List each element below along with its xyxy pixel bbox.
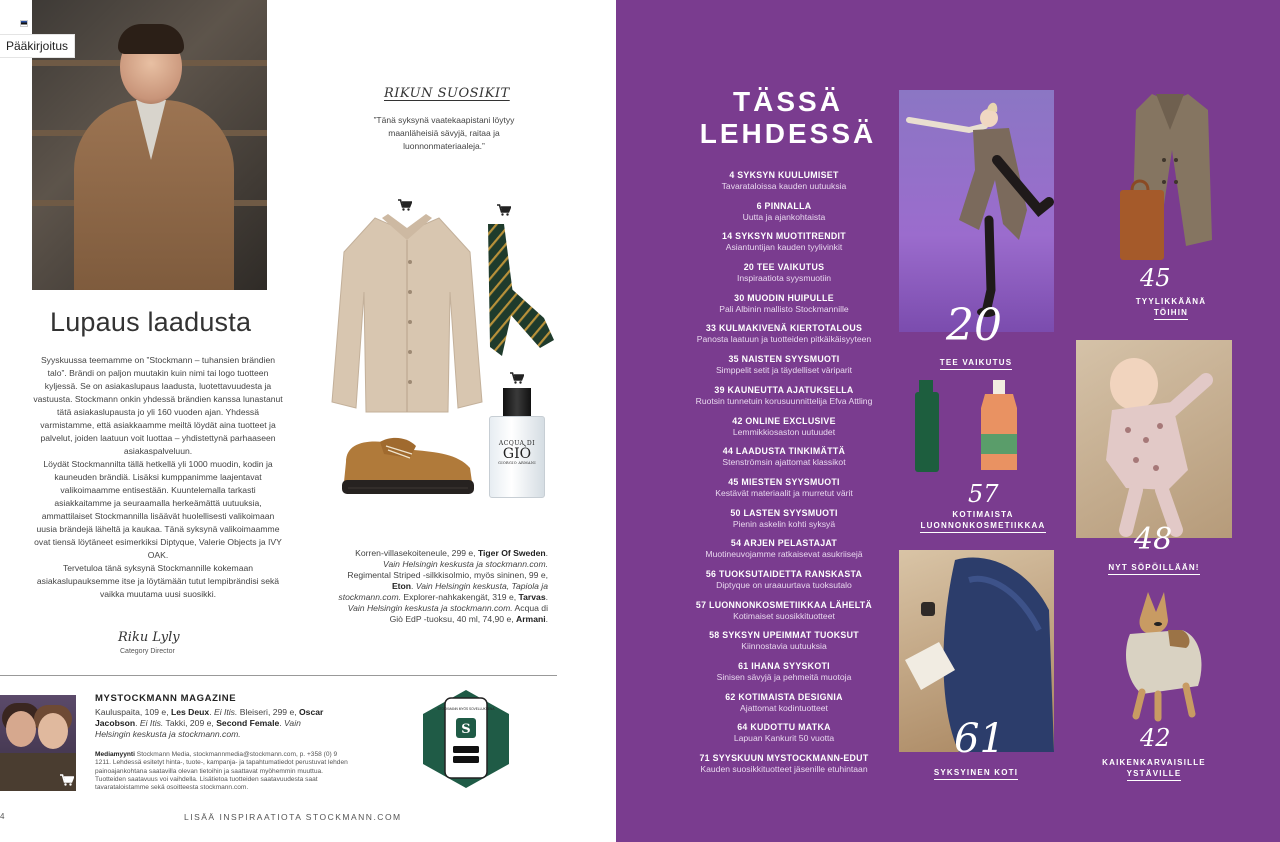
- tile-label: [916, 767, 1036, 778]
- toc-item-title: 50 LASTEN SYYSMUOTI: [730, 507, 838, 518]
- toc-item-description: Sinisen sävyjä ja pehmeitä muotoja: [716, 672, 852, 682]
- editorial-title: Lupaus laadusta: [50, 307, 252, 337]
- svg-text:S: S: [461, 722, 471, 737]
- signature: Riku Lyly: [118, 630, 180, 645]
- brand-name: Les Deux: [170, 707, 210, 717]
- toc-item-title: 62 KOTIMAISTA DESIGNIA: [725, 691, 843, 702]
- toc-item[interactable]: [672, 416, 896, 447]
- availability-note: Ei Itis.: [139, 718, 164, 728]
- tile-number: 45: [1140, 264, 1171, 292]
- toc-item-description: Stenströmsin ajattomat klassikot: [722, 457, 846, 468]
- toc-item-title: 56 TUOKSUTAIDETTA RANSKASTA: [705, 568, 863, 579]
- page-number: 4: [0, 812, 5, 821]
- toc-item-title: 20 TEE VAIKUTUS: [743, 262, 825, 273]
- tile-label-text: TÖIHIN: [1154, 308, 1188, 320]
- toc-item[interactable]: [672, 692, 896, 723]
- tile-label-text: LUONNONKOSMETIIKKAA: [920, 521, 1045, 533]
- tile-number: 57: [968, 480, 999, 508]
- toc-item-title: 71 SYYSKUUN MYSTOCKMANN-EDUT: [699, 753, 869, 764]
- toc-item-description: Asiantuntijan kauden tyylivinkit: [725, 242, 843, 253]
- toc-item-title: 35 NAISTEN SYYSMUOTI: [728, 354, 840, 365]
- brand-name: Second Female: [216, 718, 280, 728]
- footer-link[interactable]: LISÄÄ INSPIRAATIOTA STOCKMANN.COM: [184, 812, 402, 822]
- cart-icon[interactable]: [60, 774, 74, 786]
- media-sales-text: Stockmann Media, stockmannmedia@stockmann.com, p. +358 (0) 9 1211. Lehdessä esitetyt hinta-, tuote-, kampanja- ja tapahtumatiedot perustuvat lehden painoajankohtana saatavilla olevan tietoihin ja saattavat myöhemmin muuttua. Tuotteiden saatavuus voi vaihdella. Lisätietoa tuotteiden saatavuudesta saat tavarataloistamme sekä osoitteesta stockmann.com.: [95, 751, 348, 792]
- tile-label-text: SYKSYINEN KOTI: [934, 768, 1018, 780]
- toc-item-title: 14 SYKSYN MUOTITRENDIT: [722, 231, 846, 242]
- caption-text: .: [411, 581, 416, 591]
- toc-item-description: Simppelit setit ja täydelliset väriparit: [715, 365, 853, 376]
- caption-text: Korren-villasekoiteneule, 299 e,: [355, 548, 478, 558]
- toc-list: [672, 170, 896, 784]
- toc-item[interactable]: [672, 446, 896, 477]
- left-page: [0, 0, 616, 842]
- tile-label-text: YSTÄVILLE: [1127, 769, 1182, 781]
- tile-label-text: NYT SÖPÖILLÄÄN!: [1108, 563, 1199, 575]
- toc-item[interactable]: [672, 323, 896, 354]
- toc-item-description: Kiinnostavia uutuuksia: [741, 641, 827, 652]
- brand-name: Tiger Of Sweden: [477, 548, 546, 558]
- toc-item-description: Uutta ja ajankohtaista: [742, 211, 826, 222]
- toc-item-title: 58 SYKSYN UPEIMMAT TUOKSUT: [709, 630, 859, 641]
- caption-text: Acqua di Giò EdP -tuoksu, 40 ml, 74,90 e,: [389, 603, 548, 624]
- toc-item[interactable]: [672, 293, 896, 324]
- toc-title: [698, 86, 878, 150]
- toc-item[interactable]: [672, 201, 896, 232]
- toc-item-description: Ruotsin tunnetuin korusuunnittelija Efva Attling: [695, 395, 873, 406]
- tile-48-image[interactable]: [1076, 340, 1232, 538]
- toc-item[interactable]: [672, 538, 896, 569]
- toc-item-title: 54 ARJEN PELASTAJAT: [730, 538, 838, 549]
- tie-image[interactable]: [484, 222, 554, 357]
- toc-item-description: Lemmikkiosaston uutuudet: [732, 426, 836, 437]
- tile-label-text: TYYLIKKÄÄNÄ: [1135, 297, 1207, 306]
- toc-title-line: LEHDESSÄ: [699, 118, 877, 149]
- right-page: [616, 0, 1280, 842]
- toc-item[interactable]: [672, 385, 896, 416]
- toc-title-line: TÄSSÄ: [733, 86, 843, 117]
- availability-note: Vain Helsingin keskusta, Tapiola ja stockmann.com.: [338, 581, 548, 602]
- caption-text: .: [545, 548, 548, 558]
- caption-text: Regimental Striped -silkkisolmio, myös sininen, 99 e,: [347, 570, 548, 580]
- shoe-image[interactable]: [340, 432, 476, 498]
- nav-link-editorial[interactable]: Pääkirjoitus: [0, 34, 75, 58]
- perfume-image[interactable]: [489, 388, 545, 498]
- divider: [0, 675, 557, 676]
- toc-item[interactable]: [672, 477, 896, 508]
- toc-item-title: 6 PINNALLA: [756, 200, 812, 211]
- caption-text: .: [135, 718, 140, 728]
- app-badge-text: STOCKMANN MYÖS SOVELLUKSENA: [437, 707, 495, 711]
- toc-item-title: 30 MUODIN HUIPULLE: [734, 292, 834, 303]
- cart-icon[interactable]: [497, 204, 511, 216]
- caption-text: Kauluspaita, 109 e,: [95, 707, 171, 717]
- tile-57-image[interactable]: [913, 378, 1043, 478]
- tile-label-text: TEE VAIKUTUS: [940, 358, 1012, 370]
- brand-name: Eton: [391, 581, 412, 591]
- availability-note: Vain Helsingin keskusta ja stockmann.com.: [383, 559, 548, 569]
- tile-label: [1094, 562, 1214, 573]
- app-download-badge[interactable]: [421, 688, 511, 790]
- cart-icon[interactable]: [398, 199, 412, 211]
- toc-item-description: Kotimaiset suosikkituotteet: [733, 610, 835, 621]
- toc-item-description: Pali Albinin mallisto Stockmannille: [719, 303, 849, 314]
- editorial-body: [33, 354, 283, 601]
- toc-item[interactable]: [672, 569, 896, 600]
- toc-item-description: Inspiraatiota syysmuotiin: [736, 273, 832, 284]
- caption-text: .: [279, 718, 285, 728]
- availability-note: Vain Helsingin keskusta ja stockmann.com.: [347, 603, 513, 613]
- tile-label: [913, 509, 1053, 531]
- brand-name: Armani: [516, 614, 546, 624]
- magazine-credits: [95, 707, 325, 740]
- language-flag-icon[interactable]: [20, 20, 28, 27]
- tile-label-text: KOTIMAISTA: [952, 510, 1014, 519]
- availability-note: Ei Itis.: [213, 707, 238, 717]
- tile-label: [1111, 296, 1231, 318]
- perfume-label: GIÒ: [502, 446, 532, 462]
- brand-name: Oscar Jacobson: [95, 707, 324, 728]
- editorial-paragraph: Syyskuussa teemamme on ”Stockmann – tuhansien brändien talo”. Brändi on paljon muutakin kuin nimi tai logo tuotteen kyljessä. Se on asiakaslupaus laadusta, luotettavuudesta ja vastuusta. Stockmann onkin yhdessä brändien kanssa lunastanut tätä asiakaslupausta jo yli 160 vuoden ajan. Yhdessä varmistamme, että asiakkaamme meiltä löydät aina tuotteet ja palvelut, joiden laatuun voit luottaa – yhdistettynä parhaaseen asiakaspalveluun.: [33, 355, 283, 456]
- favorites-title: RIKUN SUOSIKIT: [384, 86, 510, 101]
- toc-item-description: Pienin askelin kohti syksyä: [732, 518, 836, 529]
- toc-item-title: 42 ONLINE EXCLUSIVE: [732, 415, 836, 426]
- caption-text: .: [545, 614, 548, 624]
- tile-number: 20: [946, 300, 1002, 351]
- tile-number: 42: [1140, 724, 1171, 752]
- toc-item-title: 44 LAADUSTA TINKIMÄTTÄ: [722, 446, 846, 457]
- caption-text: Takki, 209 e,: [163, 718, 217, 728]
- tile-number: 61: [954, 716, 1005, 762]
- magazine-title: MYSTOCKMANN MAGAZINE: [95, 693, 237, 704]
- toc-item-description: Tavarataloissa kauden uutuuksia: [721, 181, 847, 191]
- toc-item-description: Kestävät materiaalit ja murretut värit: [715, 487, 853, 498]
- favorites-quote: ”Tänä syksynä vaatekaapistani löytyy maanläheisiä sävyjä, raitaa ja luonnonmateriaaleja.”: [373, 115, 515, 151]
- tile-label-text: KAIKENKARVAISILLE: [1102, 758, 1206, 767]
- tile-20-image[interactable]: [899, 90, 1054, 332]
- toc-item-title: 39 KAUNEUTTA AJATUKSELLA: [714, 384, 854, 395]
- tile-number: 48: [1134, 522, 1173, 557]
- availability-note: Vain Helsingin keskusta ja stockmann.com.: [95, 718, 301, 739]
- caption-text: .: [209, 707, 214, 717]
- signature-role: Category Director: [120, 648, 175, 655]
- toc-item-description: Lapuan Kankurit 50 vuotta: [733, 733, 835, 744]
- media-sales-info: [95, 751, 350, 792]
- toc-item[interactable]: [672, 753, 896, 784]
- toc-item-description: Diptyque on uraauurtava tuoksutalo: [716, 579, 852, 590]
- product-caption: [338, 548, 548, 625]
- toc-item-title: 57 LUONNONKOSMETIIKKAA LÄHELTÄ: [695, 599, 873, 610]
- toc-item-title: 4 SYKSYN KUULUMISET: [729, 170, 839, 180]
- editorial-paragraph: Tervetuloa tänä syksynä Stockmannille kokemaan asiakaslupauksemme itse ja löytämään tutut lempibrändisi sekä vaikka muutama uusi suosikki.: [36, 563, 280, 599]
- toc-item-description: Panosta laatuun ja tuotteiden pitkäikäisyyteen: [696, 334, 872, 345]
- toc-item[interactable]: [672, 600, 896, 631]
- toc-item-title: 61 IHANA SYYSKOTI: [738, 661, 830, 671]
- toc-item[interactable]: [672, 630, 896, 661]
- toc-item-description: Muotineuvojamme ratkaisevat asukriisejä: [705, 549, 863, 560]
- brand-name: Tarvas: [518, 592, 546, 602]
- perfume-label: ACQUA DI: [498, 440, 536, 447]
- toc-item-description: Ajattomat kodintuotteet: [740, 702, 828, 713]
- toc-item[interactable]: [672, 170, 896, 201]
- tile-label: [1094, 757, 1214, 779]
- editorial-paragraph: Löydät Stockmannilta tällä hetkellä yli 1000 muodin, kodin ja kauneuden brändiä. Lisäksi kumppanimme laajentavat valikoimaamme entisestään. Kuuntelemalla tarkasti asiakkaitamme ja seuraamalla herkeämättä uutuuksia, ammattilaiset Stockmannilla lisäävät huolellisesti valikoimaan uusia brändejä läheltä ja kaukaa. Tänä syksynä valikoimaamme ovat tiensä löytäneet esimerkiksi Diptyque, Valerie Objects ja IVY OAK.: [34, 459, 282, 560]
- toc-item[interactable]: [672, 508, 896, 539]
- toc-item-title: 45 MIESTEN SYYSMUOTI: [728, 476, 840, 487]
- toc-item[interactable]: [672, 661, 896, 692]
- perfume-label: GIORGIO ARMANI: [498, 461, 536, 465]
- toc-item-description: Kauden suosikkituotteet jäsenille etuhintaan: [700, 764, 868, 775]
- caption-text: .: [545, 592, 548, 602]
- caption-text: Bleiseri, 299 e,: [237, 707, 299, 717]
- media-sales-label: Mediamyynti: [95, 751, 135, 758]
- toc-item[interactable]: [672, 354, 896, 385]
- toc-item-title: 33 KULMAKIVENÄ KIERTOTALOUS: [705, 323, 863, 334]
- toc-item-title: 64 KUDOTTU MATKA: [737, 722, 831, 733]
- toc-item[interactable]: [672, 262, 896, 293]
- toc-item[interactable]: [672, 722, 896, 753]
- cart-icon[interactable]: [510, 372, 524, 384]
- caption-text: Explorer-nahkakengät, 319 e,: [401, 592, 519, 602]
- tile-42-image[interactable]: [1082, 586, 1222, 726]
- tile-45-image[interactable]: [1116, 90, 1226, 270]
- cardigan-image[interactable]: [330, 212, 484, 416]
- tile-label: [916, 357, 1036, 368]
- toc-item[interactable]: [672, 231, 896, 262]
